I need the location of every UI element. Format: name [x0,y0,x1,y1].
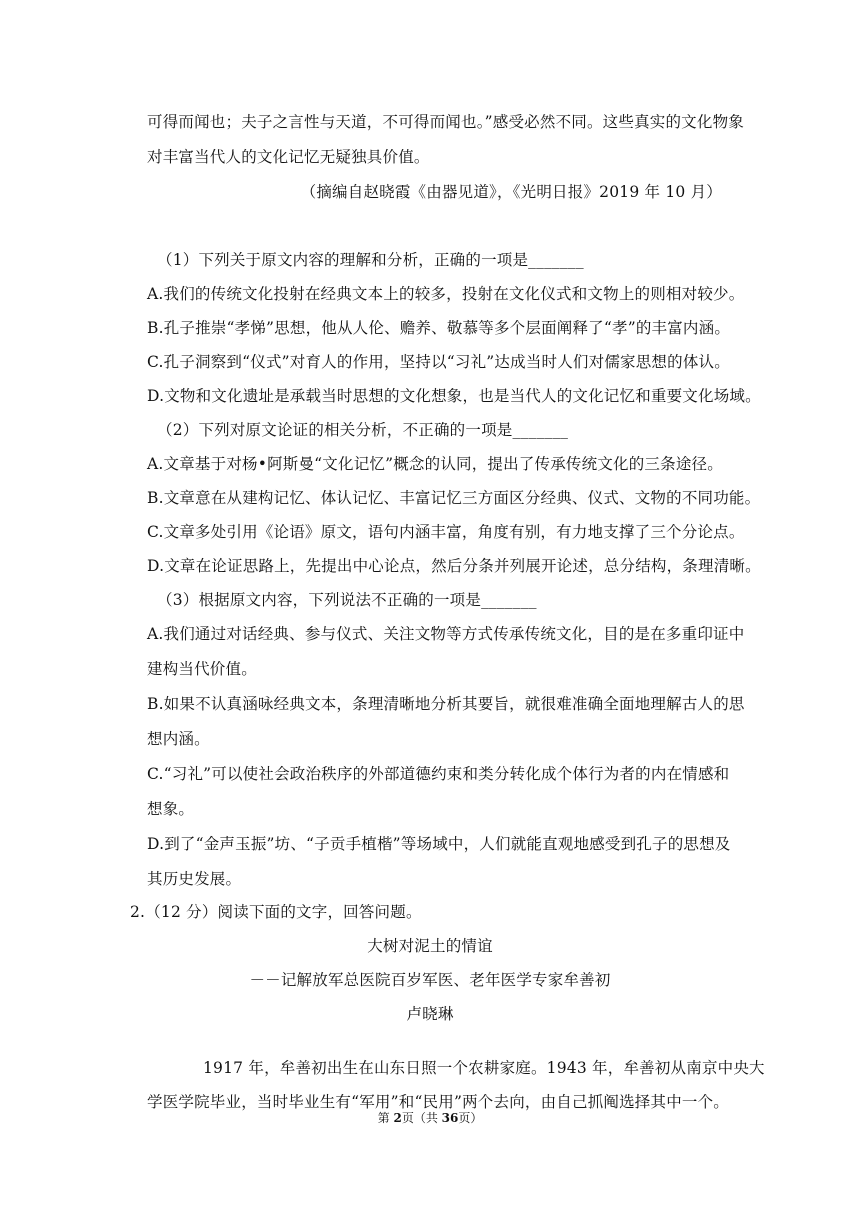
passage-text-line: 对丰富当代人的文化记忆无疑独具价值。 [147,148,430,166]
question-3-option-c: C.“习礼”可以使社会政治秩序的外部道德约束和类分转化成个体行为者的内在情感和 [147,765,730,783]
question-3-option-a-cont: 建构当代价值。 [147,660,257,678]
question-3-option-c-cont: 想象。 [147,800,195,818]
article-paragraph-line: 1917 年，牟善初出生在山东日照一个农耕家庭。1943 年，牟善初从南京中央大 [203,1059,765,1077]
question-2-option-d: D.文章在论证思路上，先提出中心论点，然后分条并列展开论述，总分结构，条理清晰。 [147,557,761,575]
question-2-header: 2.（12 分）阅读下面的文字，回答问题。 [130,903,422,921]
question-1-stem: （1）下列关于原文内容的理解和分析，正确的一项是_______ [157,251,584,269]
footer-middle: 页（共 [401,1111,442,1125]
passage-source: （摘编自赵晓霞《由器见道》，《光明日报》2019 年 10 月） [300,183,722,201]
article-title: 大树对泥土的情谊 [367,937,493,955]
article-paragraph-line: 学医学院毕业，当时毕业生有“军用”和“民用”两个去向，由自己抓阄选择其中一个。 [147,1093,729,1111]
footer-suffix: 页） [458,1111,483,1125]
question-3-option-b: B.如果不认真涵咏经典文本，条理清晰地分析其要旨，就很难准确全面地理解古人的思 [147,695,745,713]
question-3-option-d-cont: 其历史发展。 [147,870,242,888]
question-1-option-d: D.文物和文化遗址是承载当时思想的文化想象，也是当代人的文化记忆和重要文化场域。 [147,387,761,405]
question-1-option-b: B.孔子推崇“孝悌”思想，他从人伦、赡养、敬慕等多个层面阐释了“孝”的丰富内涵。 [147,319,731,337]
page-footer [0,1110,860,1126]
question-2-option-a: A.文章基于对杨•阿斯曼“文化记忆”概念的认同，提出了传承传统文化的三条途径。 [147,455,723,473]
question-2-option-c: C.文章多处引用《论语》原文，语句内涵丰富，角度有别，有力地支撑了三个分论点。 [147,523,745,541]
question-3-option-a: A.我们通过对话经典、参与仪式、关注文物等方式传承传统文化，目的是在多重印证中 [147,625,745,643]
passage-text-line: 可得而闻也；夫子之言性与天道，不可得而闻也。”感受必然不同。这些真实的文化物象 [147,113,744,131]
footer-prefix: 第 [377,1111,394,1125]
question-3-stem: （3）根据原文内容，下列说法不正确的一项是_______ [157,591,537,609]
question-2-stem: （2）下列对原文论证的相关分析，不正确的一项是_______ [157,421,569,439]
article-subtitle: －－记解放军总医院百岁军医、老年医学专家牟善初 [249,971,611,989]
question-1-option-a: A.我们的传统文化投射在经典文本上的较多，投射在文化仪式和文物上的则相对较少。 [147,285,745,303]
question-1-option-c: C.孔子洞察到“仪式”对育人的作用，坚持以“习礼”达成当时人们对儒家思想的体认。 [147,353,730,371]
question-2-option-b: B.文章意在从建构记忆、体认记忆、丰富记忆三方面区分经典、仪式、文物的不同功能。 [147,489,761,507]
page-number: 2 [393,1111,402,1125]
article-author: 卢晓琳 [406,1005,454,1023]
question-3-option-d: D.到了“金声玉振”坊、“子贡手植楷”等场域中，人们就能直观地感受到孔子的思想及 [147,835,731,853]
total-pages: 36 [441,1111,459,1125]
question-3-option-b-cont: 想内涵。 [147,730,210,748]
